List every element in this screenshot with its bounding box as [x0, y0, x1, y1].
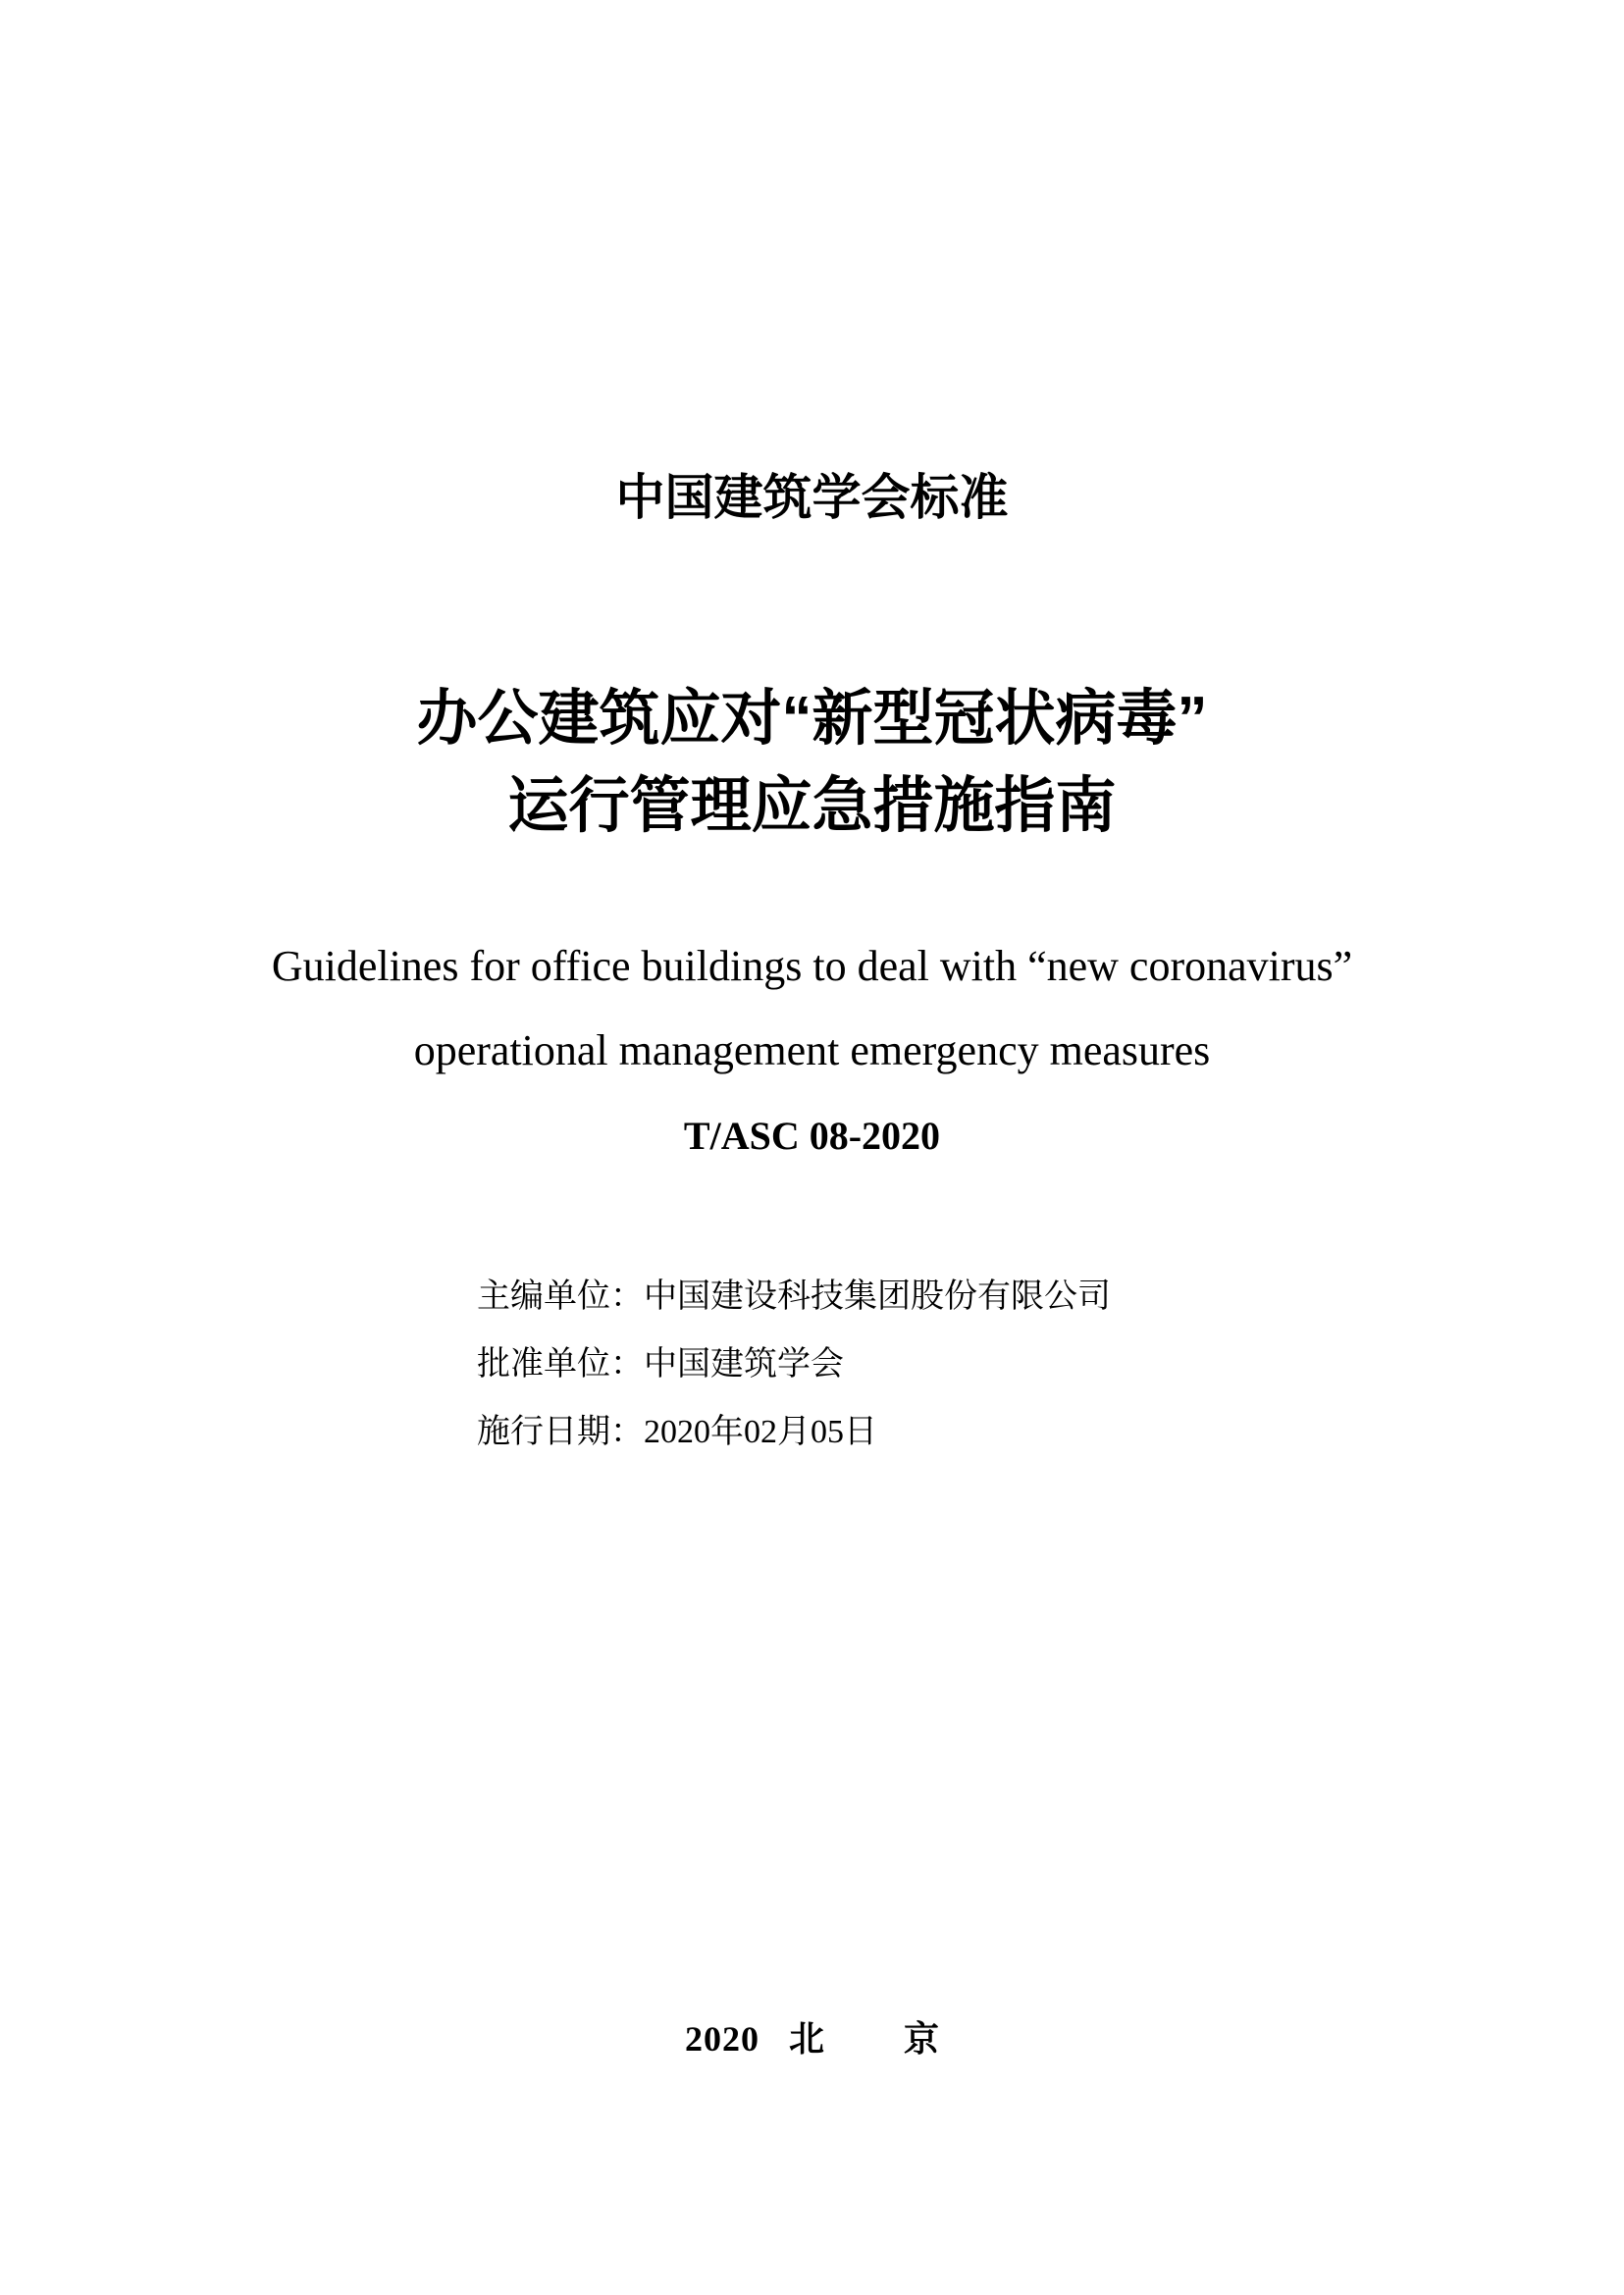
approval-unit-value: 中国建筑学会: [644, 1346, 844, 1382]
standard-number: T/ASC 08-2020: [683, 1114, 941, 1158]
meta-row-approval-unit: [477, 1330, 1111, 1398]
approval-unit-label: 批准单位：: [477, 1346, 644, 1382]
publication-meta: [477, 1263, 1111, 1466]
publication-year: 2020: [684, 2019, 760, 2059]
title-chinese-line-1: 办公建筑应对“新型冠状病毒”: [416, 685, 1208, 753]
meta-row-implementation-date: [477, 1398, 1111, 1466]
implementation-date-label: 施行日期：: [477, 1414, 644, 1450]
meta-row-chief-editor: [477, 1263, 1111, 1330]
chief-editor-label: 主编单位：: [477, 1278, 644, 1315]
publication-footer: [0, 2018, 1624, 2060]
chief-editor-value: 中国建设科技集团股份有限公司: [644, 1278, 1111, 1315]
society-standard-label: 中国建筑学会标准: [615, 470, 1009, 525]
document-title-chinese: [0, 675, 1624, 850]
implementation-date-value: 2020年02月05日: [644, 1414, 877, 1450]
title-english-line-2: operational management emergency measures: [413, 1026, 1211, 1074]
title-english-line-1: Guidelines for office buildings to deal with “new coronavirus”: [271, 942, 1353, 990]
publication-city: 北京: [788, 2018, 1019, 2059]
document-title-english: [0, 924, 1624, 1093]
title-chinese-line-2: 运行管理应急措施指南: [507, 772, 1117, 840]
